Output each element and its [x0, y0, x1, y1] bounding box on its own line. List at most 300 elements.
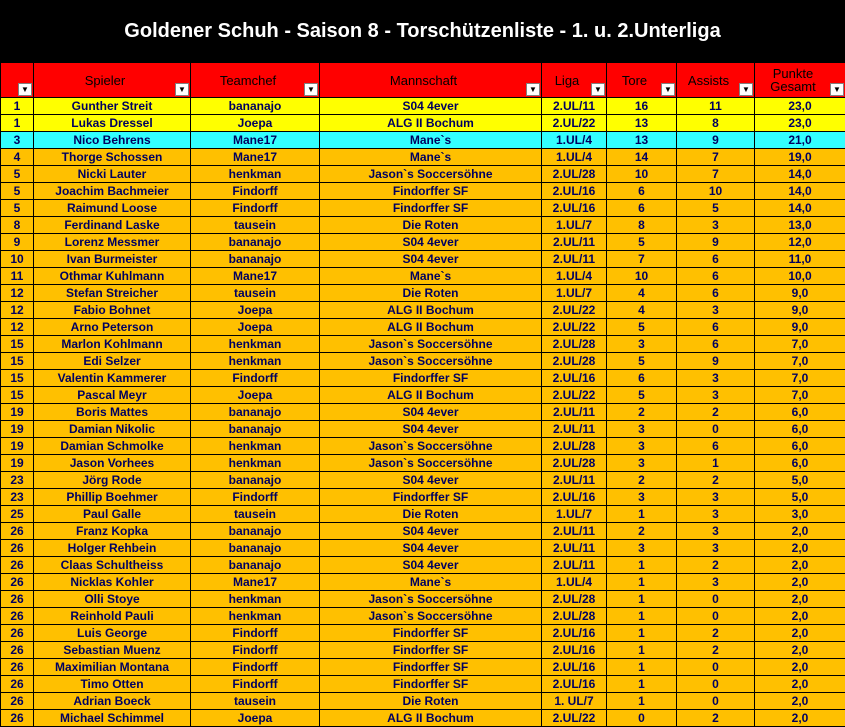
- goals-cell[interactable]: 1: [607, 506, 677, 523]
- liga-cell[interactable]: 2.UL/11: [542, 251, 607, 268]
- rank-cell[interactable]: 19: [1, 438, 34, 455]
- player-cell[interactable]: Paul Galle: [34, 506, 191, 523]
- teamchef-cell[interactable]: Findorff: [191, 489, 320, 506]
- rank-cell[interactable]: 5: [1, 183, 34, 200]
- rank-cell[interactable]: 19: [1, 404, 34, 421]
- player-cell[interactable]: Ivan Burmeister: [34, 251, 191, 268]
- liga-cell[interactable]: 2.UL/11: [542, 234, 607, 251]
- filter-dropdown-icon[interactable]: ▼: [739, 83, 753, 96]
- goals-cell[interactable]: 1: [607, 608, 677, 625]
- teamchef-cell[interactable]: Findorff: [191, 370, 320, 387]
- teamchef-cell[interactable]: henkman: [191, 166, 320, 183]
- goals-cell[interactable]: 1: [607, 659, 677, 676]
- rank-cell[interactable]: 4: [1, 149, 34, 166]
- assists-cell[interactable]: 5: [677, 200, 755, 217]
- goals-cell[interactable]: 3: [607, 489, 677, 506]
- assists-cell[interactable]: 7: [677, 149, 755, 166]
- rank-cell[interactable]: 15: [1, 370, 34, 387]
- teamchef-cell[interactable]: Findorff: [191, 625, 320, 642]
- table-row[interactable]: [1, 574, 845, 591]
- filter-dropdown-icon[interactable]: ▼: [591, 83, 605, 96]
- liga-cell[interactable]: 2.UL/11: [542, 98, 607, 115]
- player-cell[interactable]: Nico Behrens: [34, 132, 191, 149]
- team-cell[interactable]: Die Roten: [320, 285, 542, 302]
- teamchef-cell[interactable]: tausein: [191, 693, 320, 710]
- rank-cell[interactable]: 10: [1, 251, 34, 268]
- points-cell[interactable]: 19,0: [755, 149, 845, 166]
- assists-cell[interactable]: 0: [677, 591, 755, 608]
- goals-cell[interactable]: 5: [607, 234, 677, 251]
- teamchef-cell[interactable]: Joepa: [191, 710, 320, 727]
- player-cell[interactable]: Marlon Kohlmann: [34, 336, 191, 353]
- points-cell[interactable]: 6,0: [755, 404, 845, 421]
- teamchef-cell[interactable]: Mane17: [191, 132, 320, 149]
- team-cell[interactable]: Die Roten: [320, 217, 542, 234]
- team-cell[interactable]: Findorffer SF: [320, 676, 542, 693]
- rank-cell[interactable]: 15: [1, 387, 34, 404]
- goals-cell[interactable]: 1: [607, 591, 677, 608]
- points-cell[interactable]: 14,0: [755, 183, 845, 200]
- goals-cell[interactable]: 1: [607, 642, 677, 659]
- goals-cell[interactable]: 16: [607, 98, 677, 115]
- liga-cell[interactable]: 2.UL/22: [542, 319, 607, 336]
- points-cell[interactable]: 5,0: [755, 472, 845, 489]
- liga-cell[interactable]: 2.UL/11: [542, 421, 607, 438]
- goals-cell[interactable]: 5: [607, 387, 677, 404]
- liga-cell[interactable]: 2.UL/28: [542, 455, 607, 472]
- teamchef-cell[interactable]: henkman: [191, 455, 320, 472]
- teamchef-cell[interactable]: Mane17: [191, 268, 320, 285]
- player-cell[interactable]: Stefan Streicher: [34, 285, 191, 302]
- filter-dropdown-icon[interactable]: ▼: [526, 83, 540, 96]
- rank-cell[interactable]: 15: [1, 353, 34, 370]
- teamchef-cell[interactable]: Mane17: [191, 149, 320, 166]
- team-cell[interactable]: ALG II Bochum: [320, 319, 542, 336]
- assists-cell[interactable]: 0: [677, 659, 755, 676]
- table-row[interactable]: [1, 625, 845, 642]
- goals-cell[interactable]: 4: [607, 302, 677, 319]
- liga-cell[interactable]: 2.UL/16: [542, 200, 607, 217]
- rank-cell[interactable]: 26: [1, 574, 34, 591]
- team-cell[interactable]: Die Roten: [320, 506, 542, 523]
- assists-cell[interactable]: 6: [677, 438, 755, 455]
- rank-cell[interactable]: 12: [1, 285, 34, 302]
- liga-cell[interactable]: 2.UL/22: [542, 115, 607, 132]
- goals-cell[interactable]: 1: [607, 625, 677, 642]
- player-cell[interactable]: Maximilian Montana: [34, 659, 191, 676]
- assists-cell[interactable]: 3: [677, 217, 755, 234]
- player-cell[interactable]: Boris Mattes: [34, 404, 191, 421]
- team-cell[interactable]: S04 4ever: [320, 421, 542, 438]
- assists-cell[interactable]: 2: [677, 557, 755, 574]
- table-row[interactable]: [1, 455, 845, 472]
- table-row[interactable]: [1, 710, 845, 727]
- player-cell[interactable]: Raimund Loose: [34, 200, 191, 217]
- table-row[interactable]: [1, 370, 845, 387]
- assists-cell[interactable]: 3: [677, 540, 755, 557]
- points-cell[interactable]: 6,0: [755, 455, 845, 472]
- filter-dropdown-icon[interactable]: ▼: [18, 83, 32, 96]
- table-row[interactable]: [1, 285, 845, 302]
- player-cell[interactable]: Gunther Streit: [34, 98, 191, 115]
- team-cell[interactable]: S04 4ever: [320, 540, 542, 557]
- teamchef-cell[interactable]: Findorff: [191, 200, 320, 217]
- assists-cell[interactable]: 6: [677, 268, 755, 285]
- rank-cell[interactable]: 26: [1, 710, 34, 727]
- team-cell[interactable]: Mane`s: [320, 574, 542, 591]
- liga-cell[interactable]: 2.UL/11: [542, 557, 607, 574]
- table-row[interactable]: [1, 438, 845, 455]
- liga-cell[interactable]: 1.UL/7: [542, 285, 607, 302]
- team-cell[interactable]: ALG II Bochum: [320, 387, 542, 404]
- goals-cell[interactable]: 6: [607, 183, 677, 200]
- points-cell[interactable]: 21,0: [755, 132, 845, 149]
- points-cell[interactable]: 2,0: [755, 659, 845, 676]
- teamchef-cell[interactable]: Findorff: [191, 676, 320, 693]
- goals-cell[interactable]: 3: [607, 540, 677, 557]
- liga-cell[interactable]: 1.UL/7: [542, 506, 607, 523]
- points-cell[interactable]: 11,0: [755, 251, 845, 268]
- liga-cell[interactable]: 1.UL/4: [542, 574, 607, 591]
- assists-cell[interactable]: 1: [677, 455, 755, 472]
- table-row[interactable]: [1, 166, 845, 183]
- rank-cell[interactable]: 26: [1, 676, 34, 693]
- player-cell[interactable]: Edi Selzer: [34, 353, 191, 370]
- table-row[interactable]: [1, 132, 845, 149]
- table-row[interactable]: [1, 200, 845, 217]
- teamchef-cell[interactable]: Joepa: [191, 319, 320, 336]
- team-cell[interactable]: S04 4ever: [320, 234, 542, 251]
- assists-cell[interactable]: 11: [677, 98, 755, 115]
- goals-cell[interactable]: 1: [607, 557, 677, 574]
- liga-cell[interactable]: 2.UL/28: [542, 336, 607, 353]
- table-row[interactable]: [1, 251, 845, 268]
- points-cell[interactable]: 9,0: [755, 319, 845, 336]
- points-cell[interactable]: 23,0: [755, 98, 845, 115]
- assists-cell[interactable]: 2: [677, 710, 755, 727]
- team-cell[interactable]: Mane`s: [320, 132, 542, 149]
- liga-cell[interactable]: 1. UL/7: [542, 693, 607, 710]
- points-cell[interactable]: 5,0: [755, 489, 845, 506]
- points-cell[interactable]: 6,0: [755, 421, 845, 438]
- table-row[interactable]: [1, 149, 845, 166]
- assists-cell[interactable]: 6: [677, 285, 755, 302]
- table-row[interactable]: [1, 302, 845, 319]
- player-cell[interactable]: Pascal Meyr: [34, 387, 191, 404]
- teamchef-cell[interactable]: bananajo: [191, 251, 320, 268]
- rank-cell[interactable]: 23: [1, 472, 34, 489]
- goals-cell[interactable]: 5: [607, 319, 677, 336]
- table-row[interactable]: [1, 183, 845, 200]
- points-cell[interactable]: 2,0: [755, 574, 845, 591]
- table-row[interactable]: [1, 319, 845, 336]
- points-cell[interactable]: 7,0: [755, 353, 845, 370]
- liga-cell[interactable]: 1.UL/4: [542, 149, 607, 166]
- rank-cell[interactable]: 12: [1, 319, 34, 336]
- player-cell[interactable]: Lukas Dressel: [34, 115, 191, 132]
- team-cell[interactable]: Findorffer SF: [320, 659, 542, 676]
- goals-cell[interactable]: 1: [607, 574, 677, 591]
- goals-cell[interactable]: 7: [607, 251, 677, 268]
- rank-cell[interactable]: 26: [1, 557, 34, 574]
- goals-cell[interactable]: 3: [607, 336, 677, 353]
- player-cell[interactable]: Olli Stoye: [34, 591, 191, 608]
- table-row[interactable]: [1, 268, 845, 285]
- goals-cell[interactable]: 2: [607, 404, 677, 421]
- teamchef-cell[interactable]: henkman: [191, 438, 320, 455]
- assists-cell[interactable]: 0: [677, 676, 755, 693]
- table-row[interactable]: [1, 659, 845, 676]
- team-cell[interactable]: Jason`s Soccersöhne: [320, 353, 542, 370]
- teamchef-cell[interactable]: Findorff: [191, 659, 320, 676]
- liga-cell[interactable]: 2.UL/22: [542, 302, 607, 319]
- rank-cell[interactable]: 23: [1, 489, 34, 506]
- teamchef-cell[interactable]: henkman: [191, 336, 320, 353]
- points-cell[interactable]: 14,0: [755, 200, 845, 217]
- teamchef-cell[interactable]: bananajo: [191, 557, 320, 574]
- table-row[interactable]: [1, 115, 845, 132]
- assists-cell[interactable]: 3: [677, 302, 755, 319]
- assists-cell[interactable]: 6: [677, 336, 755, 353]
- rank-cell[interactable]: 15: [1, 336, 34, 353]
- liga-cell[interactable]: 2.UL/16: [542, 676, 607, 693]
- team-cell[interactable]: Die Roten: [320, 693, 542, 710]
- table-row[interactable]: [1, 523, 845, 540]
- liga-cell[interactable]: 1.UL/4: [542, 268, 607, 285]
- player-cell[interactable]: Reinhold Pauli: [34, 608, 191, 625]
- player-cell[interactable]: Nicki Lauter: [34, 166, 191, 183]
- player-cell[interactable]: Othmar Kuhlmann: [34, 268, 191, 285]
- teamchef-cell[interactable]: bananajo: [191, 540, 320, 557]
- liga-cell[interactable]: 2.UL/28: [542, 608, 607, 625]
- points-cell[interactable]: 2,0: [755, 591, 845, 608]
- player-cell[interactable]: Sebastian Muenz: [34, 642, 191, 659]
- assists-cell[interactable]: 0: [677, 693, 755, 710]
- rank-cell[interactable]: 25: [1, 506, 34, 523]
- liga-cell[interactable]: 2.UL/11: [542, 472, 607, 489]
- teamchef-cell[interactable]: tausein: [191, 285, 320, 302]
- liga-cell[interactable]: 2.UL/22: [542, 387, 607, 404]
- points-cell[interactable]: 2,0: [755, 523, 845, 540]
- points-cell[interactable]: 2,0: [755, 642, 845, 659]
- goals-cell[interactable]: 14: [607, 149, 677, 166]
- table-row[interactable]: [1, 693, 845, 710]
- points-cell[interactable]: 12,0: [755, 234, 845, 251]
- team-cell[interactable]: S04 4ever: [320, 557, 542, 574]
- assists-cell[interactable]: 7: [677, 166, 755, 183]
- player-cell[interactable]: Fabio Bohnet: [34, 302, 191, 319]
- points-cell[interactable]: 9,0: [755, 285, 845, 302]
- table-row[interactable]: [1, 217, 845, 234]
- teamchef-cell[interactable]: bananajo: [191, 523, 320, 540]
- points-cell[interactable]: 6,0: [755, 438, 845, 455]
- goals-cell[interactable]: 1: [607, 693, 677, 710]
- assists-cell[interactable]: 2: [677, 404, 755, 421]
- rank-cell[interactable]: 5: [1, 166, 34, 183]
- rank-cell[interactable]: 19: [1, 421, 34, 438]
- player-cell[interactable]: Joachim Bachmeier: [34, 183, 191, 200]
- assists-cell[interactable]: 9: [677, 234, 755, 251]
- filter-dropdown-icon[interactable]: ▼: [830, 83, 844, 96]
- points-cell[interactable]: 2,0: [755, 625, 845, 642]
- liga-cell[interactable]: 2.UL/28: [542, 438, 607, 455]
- liga-cell[interactable]: 1.UL/4: [542, 132, 607, 149]
- table-row[interactable]: [1, 421, 845, 438]
- teamchef-cell[interactable]: Findorff: [191, 183, 320, 200]
- points-cell[interactable]: 10,0: [755, 268, 845, 285]
- teamchef-cell[interactable]: Findorff: [191, 642, 320, 659]
- liga-cell[interactable]: 2.UL/16: [542, 625, 607, 642]
- player-cell[interactable]: Damian Schmolke: [34, 438, 191, 455]
- table-row[interactable]: [1, 608, 845, 625]
- player-cell[interactable]: Valentin Kammerer: [34, 370, 191, 387]
- player-cell[interactable]: Timo Otten: [34, 676, 191, 693]
- points-cell[interactable]: 14,0: [755, 166, 845, 183]
- player-cell[interactable]: Arno Peterson: [34, 319, 191, 336]
- table-row[interactable]: [1, 506, 845, 523]
- rank-cell[interactable]: 1: [1, 98, 34, 115]
- assists-cell[interactable]: 0: [677, 608, 755, 625]
- team-cell[interactable]: Jason`s Soccersöhne: [320, 455, 542, 472]
- rank-cell[interactable]: 26: [1, 642, 34, 659]
- points-cell[interactable]: 3,0: [755, 506, 845, 523]
- table-row[interactable]: [1, 676, 845, 693]
- player-cell[interactable]: Jörg Rode: [34, 472, 191, 489]
- goals-cell[interactable]: 2: [607, 472, 677, 489]
- table-row[interactable]: [1, 557, 845, 574]
- team-cell[interactable]: Findorffer SF: [320, 183, 542, 200]
- assists-cell[interactable]: 2: [677, 642, 755, 659]
- table-row[interactable]: [1, 353, 845, 370]
- liga-cell[interactable]: 2.UL/11: [542, 523, 607, 540]
- liga-cell[interactable]: 2.UL/11: [542, 540, 607, 557]
- team-cell[interactable]: Jason`s Soccersöhne: [320, 608, 542, 625]
- filter-dropdown-icon[interactable]: ▼: [304, 83, 318, 96]
- team-cell[interactable]: ALG II Bochum: [320, 710, 542, 727]
- assists-cell[interactable]: 3: [677, 506, 755, 523]
- assists-cell[interactable]: 3: [677, 370, 755, 387]
- rank-cell[interactable]: 8: [1, 217, 34, 234]
- points-cell[interactable]: 2,0: [755, 693, 845, 710]
- teamchef-cell[interactable]: bananajo: [191, 404, 320, 421]
- points-cell[interactable]: 23,0: [755, 115, 845, 132]
- player-cell[interactable]: Claas Schultheiss: [34, 557, 191, 574]
- goals-cell[interactable]: 10: [607, 166, 677, 183]
- teamchef-cell[interactable]: henkman: [191, 591, 320, 608]
- goals-cell[interactable]: 6: [607, 370, 677, 387]
- team-cell[interactable]: Mane`s: [320, 149, 542, 166]
- table-row[interactable]: [1, 642, 845, 659]
- points-cell[interactable]: 7,0: [755, 387, 845, 404]
- team-cell[interactable]: Findorffer SF: [320, 489, 542, 506]
- points-cell[interactable]: 13,0: [755, 217, 845, 234]
- table-row[interactable]: [1, 336, 845, 353]
- points-cell[interactable]: 2,0: [755, 608, 845, 625]
- assists-cell[interactable]: 6: [677, 319, 755, 336]
- table-row[interactable]: [1, 404, 845, 421]
- team-cell[interactable]: ALG II Bochum: [320, 115, 542, 132]
- table-row[interactable]: [1, 540, 845, 557]
- team-cell[interactable]: Findorffer SF: [320, 200, 542, 217]
- team-cell[interactable]: S04 4ever: [320, 251, 542, 268]
- rank-cell[interactable]: 26: [1, 693, 34, 710]
- liga-cell[interactable]: 2.UL/28: [542, 353, 607, 370]
- player-cell[interactable]: Franz Kopka: [34, 523, 191, 540]
- assists-cell[interactable]: 3: [677, 387, 755, 404]
- goals-cell[interactable]: 8: [607, 217, 677, 234]
- teamchef-cell[interactable]: Joepa: [191, 387, 320, 404]
- team-cell[interactable]: Mane`s: [320, 268, 542, 285]
- player-cell[interactable]: Ferdinand Laske: [34, 217, 191, 234]
- filter-dropdown-icon[interactable]: ▼: [661, 83, 675, 96]
- liga-cell[interactable]: 2.UL/11: [542, 404, 607, 421]
- assists-cell[interactable]: 0: [677, 421, 755, 438]
- goals-cell[interactable]: 2: [607, 523, 677, 540]
- liga-cell[interactable]: 2.UL/22: [542, 710, 607, 727]
- liga-cell[interactable]: 2.UL/16: [542, 489, 607, 506]
- rank-cell[interactable]: 26: [1, 540, 34, 557]
- teamchef-cell[interactable]: Joepa: [191, 302, 320, 319]
- goals-cell[interactable]: 0: [607, 710, 677, 727]
- points-cell[interactable]: 2,0: [755, 710, 845, 727]
- rank-cell[interactable]: 26: [1, 523, 34, 540]
- player-cell[interactable]: Damian Nikolic: [34, 421, 191, 438]
- table-row[interactable]: [1, 387, 845, 404]
- rank-cell[interactable]: 19: [1, 455, 34, 472]
- assists-cell[interactable]: 6: [677, 251, 755, 268]
- points-cell[interactable]: 2,0: [755, 676, 845, 693]
- filter-dropdown-icon[interactable]: ▼: [175, 83, 189, 96]
- teamchef-cell[interactable]: tausein: [191, 506, 320, 523]
- player-cell[interactable]: Thorge Schossen: [34, 149, 191, 166]
- team-cell[interactable]: Findorffer SF: [320, 642, 542, 659]
- assists-cell[interactable]: 3: [677, 523, 755, 540]
- assists-cell[interactable]: 2: [677, 472, 755, 489]
- points-cell[interactable]: 2,0: [755, 557, 845, 574]
- liga-cell[interactable]: 2.UL/16: [542, 659, 607, 676]
- rank-cell[interactable]: 1: [1, 115, 34, 132]
- assists-cell[interactable]: 9: [677, 132, 755, 149]
- assists-cell[interactable]: 3: [677, 574, 755, 591]
- teamchef-cell[interactable]: tausein: [191, 217, 320, 234]
- goals-cell[interactable]: 3: [607, 438, 677, 455]
- team-cell[interactable]: Jason`s Soccersöhne: [320, 166, 542, 183]
- teamchef-cell[interactable]: bananajo: [191, 472, 320, 489]
- player-cell[interactable]: Lorenz Messmer: [34, 234, 191, 251]
- points-cell[interactable]: 9,0: [755, 302, 845, 319]
- liga-cell[interactable]: 2.UL/16: [542, 183, 607, 200]
- team-cell[interactable]: Jason`s Soccersöhne: [320, 336, 542, 353]
- rank-cell[interactable]: 26: [1, 591, 34, 608]
- liga-cell[interactable]: 2.UL/16: [542, 370, 607, 387]
- assists-cell[interactable]: 3: [677, 489, 755, 506]
- goals-cell[interactable]: 5: [607, 353, 677, 370]
- liga-cell[interactable]: 2.UL/28: [542, 166, 607, 183]
- team-cell[interactable]: Findorffer SF: [320, 370, 542, 387]
- goals-cell[interactable]: 13: [607, 132, 677, 149]
- rank-cell[interactable]: 26: [1, 659, 34, 676]
- player-cell[interactable]: Phillip Boehmer: [34, 489, 191, 506]
- teamchef-cell[interactable]: henkman: [191, 353, 320, 370]
- liga-cell[interactable]: 2.UL/16: [542, 642, 607, 659]
- team-cell[interactable]: Findorffer SF: [320, 625, 542, 642]
- rank-cell[interactable]: 11: [1, 268, 34, 285]
- teamchef-cell[interactable]: bananajo: [191, 234, 320, 251]
- teamchef-cell[interactable]: bananajo: [191, 421, 320, 438]
- player-cell[interactable]: Jason Vorhees: [34, 455, 191, 472]
- liga-cell[interactable]: 2.UL/28: [542, 591, 607, 608]
- goals-cell[interactable]: 10: [607, 268, 677, 285]
